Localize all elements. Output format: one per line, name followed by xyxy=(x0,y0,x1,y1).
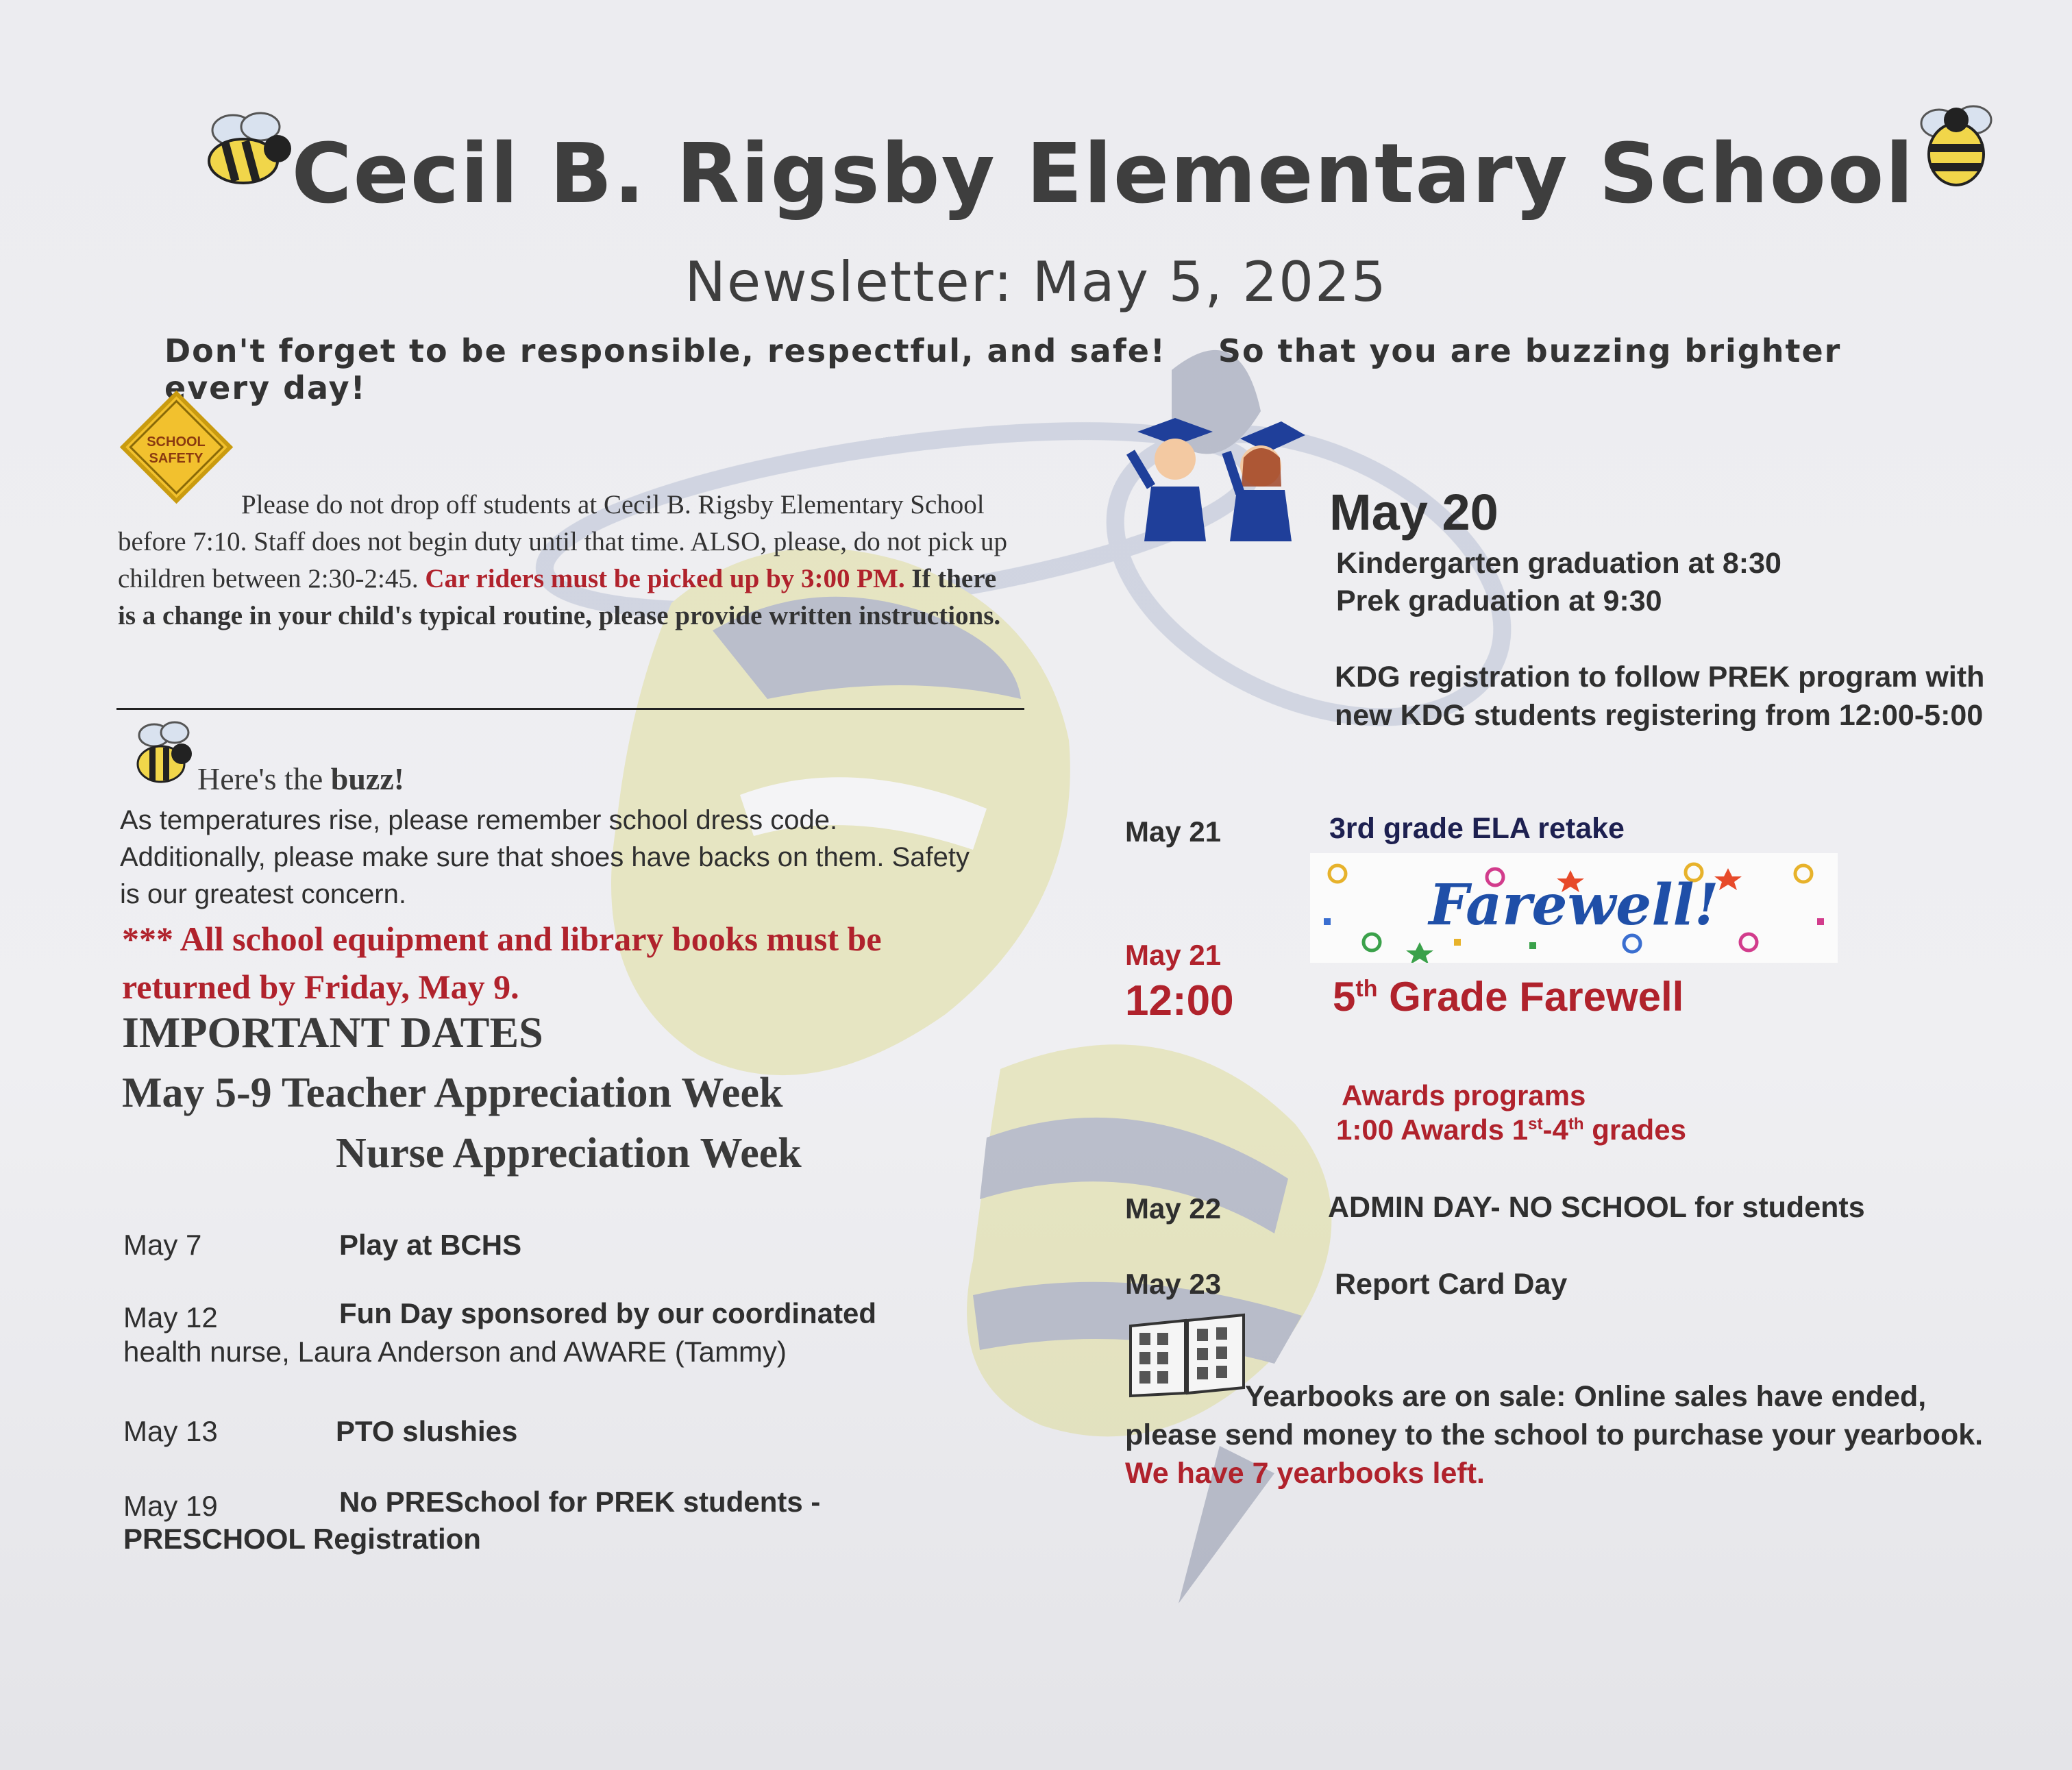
bee-icon xyxy=(195,106,298,195)
divider-line xyxy=(116,708,1024,710)
event-text: 3rd grade ELA retake xyxy=(1329,812,1625,845)
event-item xyxy=(123,1227,1014,1264)
farewell-event-text: Grade Farewell xyxy=(1377,974,1684,1020)
event-text-continued: PRESCHOOL Registration xyxy=(123,1523,481,1555)
graduation-line-prek: Prek graduation at 9:30 xyxy=(1336,585,1662,617)
farewell-banner xyxy=(1310,853,1838,963)
event-text: Play at BCHS xyxy=(339,1229,522,1261)
event-text: No PRESchool for PREK students - xyxy=(339,1486,821,1518)
farewell-event-number: 5 xyxy=(1333,974,1356,1020)
event-date: May 19 xyxy=(123,1490,218,1522)
event-date: May 21 xyxy=(1125,815,1222,848)
may20-heading: May 20 xyxy=(1329,484,1498,541)
svg-text:SAFETY: SAFETY xyxy=(149,451,204,466)
yearbook-remaining-notice: We have 7 yearbooks left. xyxy=(1125,1457,1485,1490)
kdg-registration-text: KDG registration to follow PREK program with new KDG students registering from 12:00-5:00 xyxy=(1335,661,1985,732)
school-title: Cecil B. Rigsby Elementary School xyxy=(291,127,1915,222)
event-item xyxy=(123,1299,1014,1373)
event-date: May 23 xyxy=(1125,1268,1222,1300)
motto-right: So that you are buzzing brighter every day! xyxy=(164,332,1842,406)
routine-change-text: If there is a change in your child's typical routine, please provide written instructions. xyxy=(118,564,1001,630)
farewell-banner-text: Farewell! xyxy=(1429,872,1719,938)
graduates-icon xyxy=(1124,411,1309,548)
grade-farewell-event xyxy=(1333,973,1684,1020)
awards-text: grades xyxy=(1583,1114,1686,1146)
event-date: May 13 xyxy=(123,1415,218,1447)
awards-text: 1:00 Awards 1 xyxy=(1336,1114,1529,1146)
awards-sup: st xyxy=(1528,1115,1543,1133)
event-item xyxy=(123,1413,1014,1450)
motto-left: Don't forget to be responsible, respectful, and safe! xyxy=(164,332,1166,369)
appreciation-week-line1: May 5-9 Teacher Appreciation Week xyxy=(122,1070,783,1116)
awards-text: -4 xyxy=(1542,1114,1568,1146)
newsletter-date: Newsletter: May 5, 2025 xyxy=(684,250,1388,314)
event-text: PTO slushies xyxy=(336,1415,518,1447)
graduation-line-kindergarten: Kindergarten graduation at 8:30 xyxy=(1336,547,1781,580)
safety-text: Please do not drop off students at Cecil B. Rigsby Elementary School before 7:10. Staff does not begin duty until that time. ALSO, please, do not pick up children between 2:30-2:45. xyxy=(118,490,1008,593)
buzz-body: As temperatures rise, please remember school dress code. Additionally, please make sure that shoes have backs on them. Safety is our greatest concern. xyxy=(120,805,970,909)
bee-icon xyxy=(123,716,199,791)
equipment-return-notice: *** All school equipment and library books must be returned by Friday, May 9. xyxy=(122,920,882,1006)
yearbook-paragraph xyxy=(1125,1377,1995,1492)
yearbook-text: Yearbooks are on sale: Online sales have ended, please send money to the school to purchase your yearbook. xyxy=(1125,1380,1984,1451)
sign-text: SCHOOL xyxy=(147,434,206,450)
awards-times xyxy=(1336,1114,1686,1146)
event-time: 12:00 xyxy=(1125,977,1234,1024)
event-text-continued: health nurse, Laura Anderson and AWARE (Tammy) xyxy=(123,1336,787,1368)
bee-icon xyxy=(1908,96,2004,192)
event-date: May 7 xyxy=(123,1229,202,1261)
event-list xyxy=(123,1227,1014,1562)
farewell-event-suffix: th xyxy=(1355,976,1378,1002)
buzz-heading-b: buzz! xyxy=(330,761,405,796)
car-rider-notice: Car riders must be picked up by 3:00 PM. xyxy=(425,564,905,593)
important-dates-heading: IMPORTANT DATES xyxy=(122,1008,543,1057)
event-text: ADMIN DAY- NO SCHOOL for students xyxy=(1328,1191,1865,1224)
event-date: May 12 xyxy=(123,1301,218,1333)
awards-programs-heading: Awards programs xyxy=(1342,1079,1586,1111)
event-text: Fun Day sponsored by our coordinated xyxy=(339,1297,877,1329)
event-date: May 22 xyxy=(1125,1192,1222,1225)
buzz-heading-a: Here's the xyxy=(197,761,323,796)
motto-line xyxy=(164,332,1960,406)
appreciation-week-line2: Nurse Appreciation Week xyxy=(336,1130,802,1177)
event-date: May 21 xyxy=(1125,939,1222,971)
event-item xyxy=(123,1488,1014,1562)
awards-sup: th xyxy=(1568,1115,1584,1133)
buzz-heading xyxy=(197,761,404,797)
safety-paragraph xyxy=(118,487,1009,635)
event-text: Report Card Day xyxy=(1335,1268,1568,1301)
